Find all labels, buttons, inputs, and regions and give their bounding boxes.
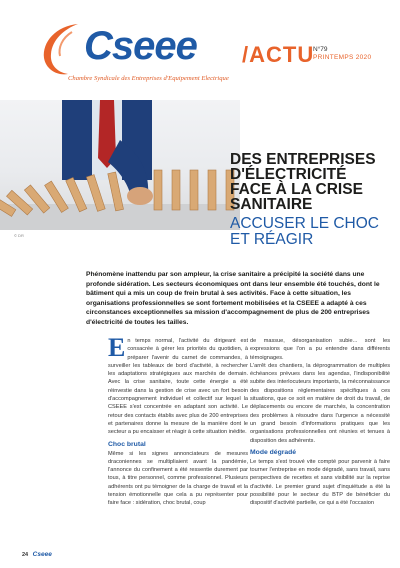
page-number: 24 xyxy=(22,552,29,558)
cseee-logo-swoosh-icon xyxy=(38,20,82,78)
article-lead: Phénomène inattendu par son ampleur, la crise sanitaire a précipité la société dans une profonde sidération. Les secteurs économiques ont dans leur ensemble été touchés, dont le bâtiment qui a mis un coup de frein brutal à ses activités. Face à cette situation, les organisations professionnelles se sont fortement mobilisées et la CSEEE a adapté à ces circonstances exceptionnelles sa mission d'accompagnement de plus de 200 entreprises d'électricité de toutes les tailles. xyxy=(86,271,380,326)
paragraph-text: n temps normal, l'activité du dirigeant est consacrée à gérer les priorités du quotidien, à préparer l'avenir du carnet de commandes, à surveiller les tableaux de bord d'activité, à rechercher les adaptations stratégiques aux marchés de demain. Avec la crise sanitaire, toute cette énergie a été réinvestie dans la gestion de crise avec un fort besoin d'accompagnement individuel et collectif sur lequel la CSEEE s'est concentrée en adaptant son activité. Le retour des contacts établis avec plus de 200 entreprises et partenaires donne la mesure de la manière dont le secteur a pu encaisser et réagir à cette situation inédite. xyxy=(108,338,248,436)
title-line: SANITAIRE xyxy=(230,196,313,213)
hero-image xyxy=(0,100,240,230)
paragraph: Le temps s'est trouvé vite compté pour parvenir à faire tourner l'entreprise en mode dégradé, sans travail, sans perspectives de recettes et sans visibilité sur la reprise d'activité. Le premier grand sujet d'inquiétude a été la possibilité pour le secteur du BTP de bénéficier du dispositif d'activité partielle, ce qui a été l'occasion xyxy=(250,458,390,507)
article-subtitle: ACCUSER LE CHOC ET RÉAGIR xyxy=(230,215,379,248)
section-heading: Mode dégradé xyxy=(250,448,297,456)
title-line: DES ENTREPRISES xyxy=(230,151,376,168)
title-line: D'ÉLECTRICITÉ xyxy=(230,166,347,183)
photo-credit: © DR xyxy=(14,233,24,238)
section-heading: Choc brutal xyxy=(108,440,146,448)
article-column-1 xyxy=(108,333,248,508)
section-label: /ACTU xyxy=(242,42,315,67)
logo-subtitle: Chambre Syndicale des Entreprises d'Equipement Electrique xyxy=(68,75,229,82)
masthead xyxy=(0,0,400,92)
issue-season: PRINTEMPS 2020 xyxy=(313,54,372,61)
drop-cap: E xyxy=(108,333,126,362)
paragraph xyxy=(108,333,248,437)
dominoes-illustration xyxy=(0,100,240,230)
issue-info xyxy=(313,46,371,62)
title-line: FACE À LA CRISE xyxy=(230,181,363,198)
page-footer xyxy=(22,551,52,561)
paragraph: de massue, désorganisation subie... sont les expressions que l'on a pu entendre dans différents témoignages. xyxy=(250,338,390,361)
issue-number: N°79 xyxy=(313,46,328,53)
article-title xyxy=(230,152,390,212)
logo-wordmark: Cseee xyxy=(84,24,197,68)
paragraph: Même si les signes annonciateurs de mesures draconiennes se multipliaient avant la pandémie, l'annonce du confinement a été ressentie durement par tous, à titre personnel, comme professionnel. Plusieurs adhérents ont pu témoigner de la charge de travail et la tension émotionnelle que cela a pu représenter pour faire face : sidération, choc brutal, coup xyxy=(108,450,248,507)
paragraph: L'arrêt des chantiers, la déprogrammation de multiples échéances prévues dans les agendas, l'indisponibilité subite des interlocuteurs importants, la méconnaissance des dispositions réglementaires spécifiques à ces situations, que ce soit en matière de droit du travail, de déplacements ou encore de marchés, la concentration des problèmes à résoudre dans l'urgence a nécessité un grand besoin d'informations pratiques que les organisations professionnelles ont réunies et tenues à disposition des adhérents. xyxy=(250,362,390,444)
footer-brand: Cseee xyxy=(32,551,52,558)
article-column-2 xyxy=(250,337,390,508)
